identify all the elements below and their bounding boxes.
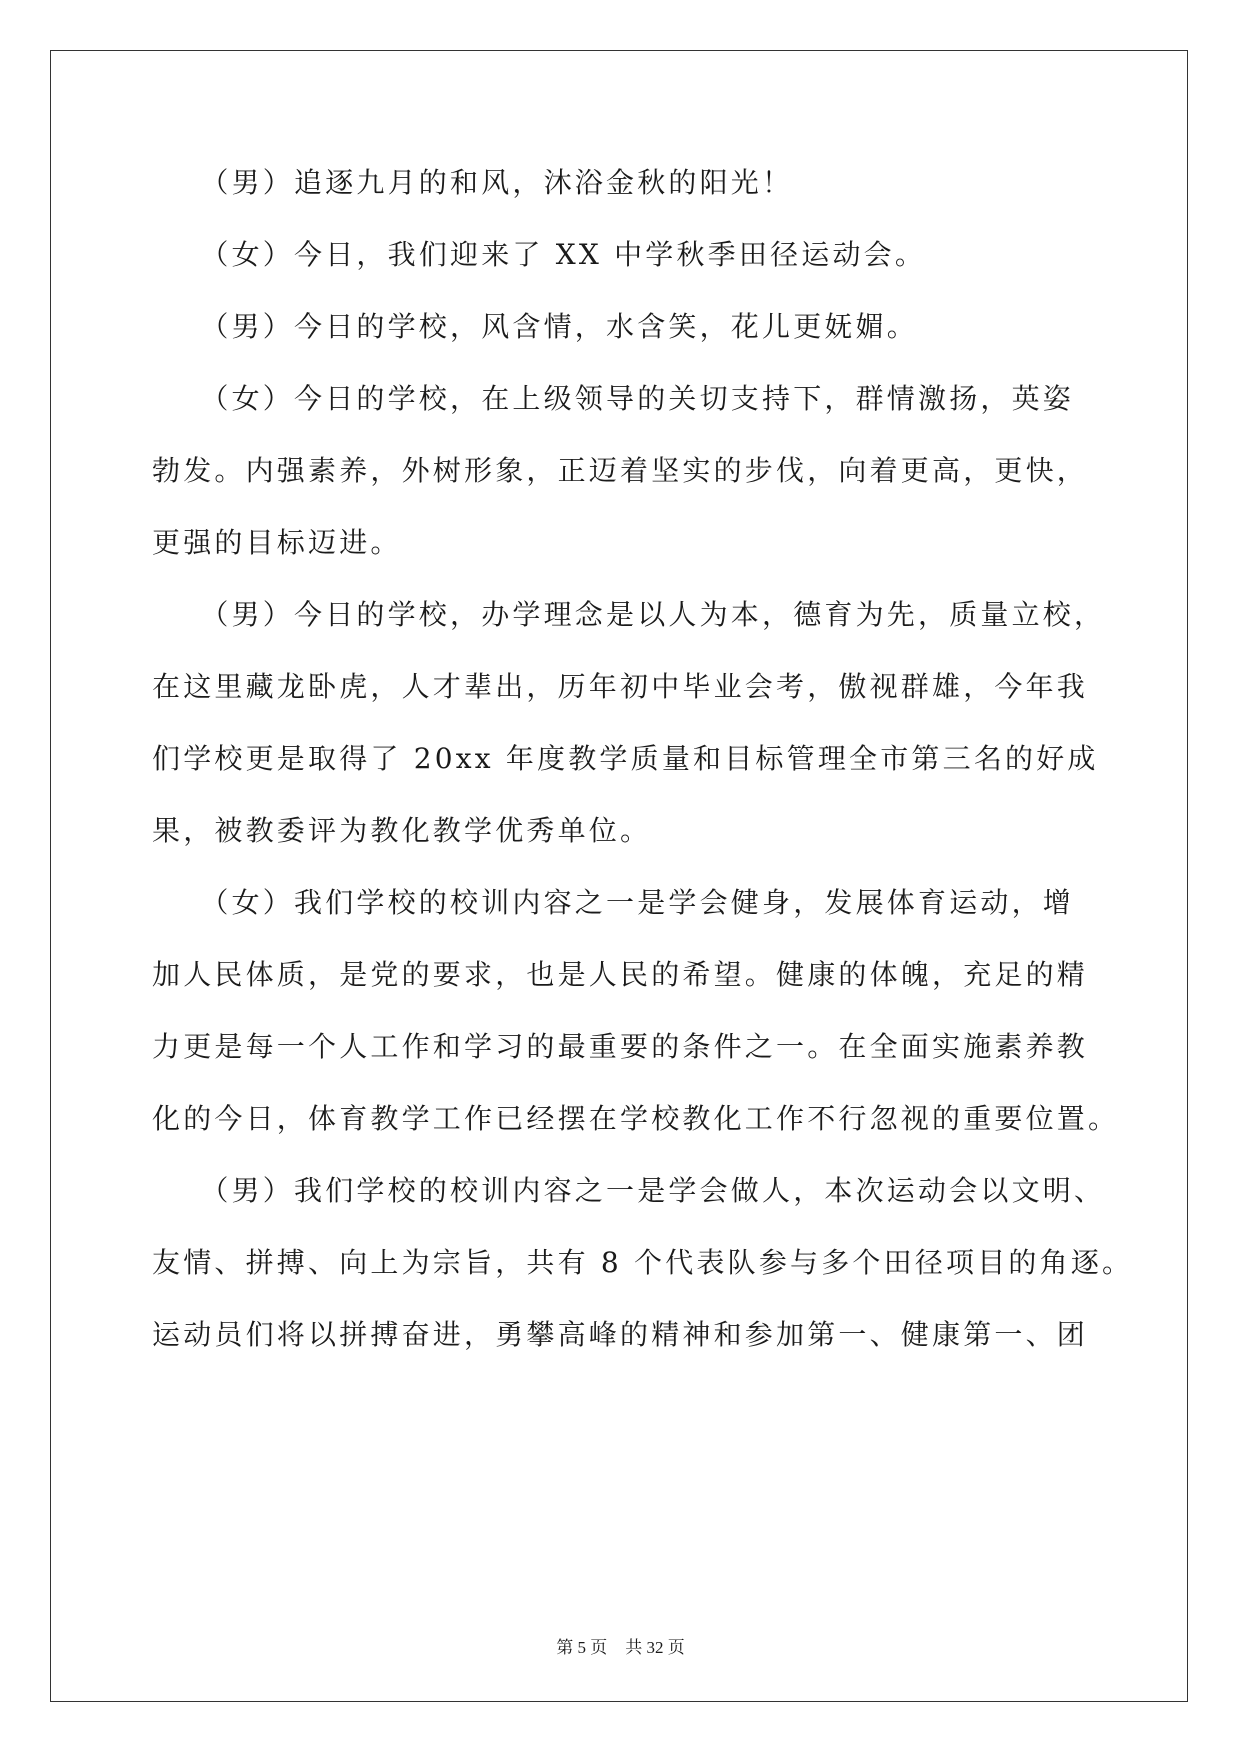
text-line: 化的今日，体育教学工作已经摆在学校教化工作不行忽视的重要位置。 [152,1102,1120,1135]
text-line: （女）今日，我们迎来了 XX 中学秋季田径运动会。 [152,238,927,271]
text-line: （女）我们学校的校训内容之一是学会健身，发展体育运动，增 [152,886,1075,919]
text-line: 果，被教委评为教化教学优秀单位。 [152,814,652,847]
text-line: （男）我们学校的校训内容之一是学会做人，本次运动会以文明、 [152,1174,1106,1207]
text-line: 加人民体质，是党的要求，也是人民的希望。健康的体魄，充足的精 [152,958,1089,991]
text-line: 运动员们将以拼搏奋进，勇攀高峰的精神和参加第一、健康第一、团 [152,1318,1089,1351]
text-line: 在这里藏龙卧虎，人才辈出，历年初中毕业会考，傲视群雄，今年我 [152,670,1089,703]
text-line: 勃发。内强素养，外树形象，正迈着坚实的步伐，向着更高，更快， [152,454,1089,487]
text-line: （女）今日的学校，在上级领导的关切支持下，群情激扬，英姿 [152,382,1075,415]
text-line: 力更是每一个人工作和学习的最重要的条件之一。在全面实施素养教 [152,1030,1089,1063]
page-total: 共 32 页 [625,1638,685,1657]
text-line: 们学校更是取得了 20xx 年度教学质量和目标管理全市第三名的好成 [152,742,1099,775]
page-footer [0,1633,1241,1658]
text-line: （男）追逐九月的和风，沐浴金秋的阳光！ [152,166,794,199]
page-number: 第 5 页 [556,1638,608,1657]
page-border [50,50,1188,1702]
text-line: （男）今日的学校，风含情，水含笑，花儿更妩媚。 [152,310,919,343]
text-line: 友情、拼搏、向上为宗旨，共有 8 个代表队参与多个田径项目的角逐。 [152,1246,1134,1279]
text-line: （男）今日的学校，办学理念是以人为本，德育为先，质量立校， [152,598,1106,631]
text-line: 更强的目标迈进。 [152,526,402,559]
